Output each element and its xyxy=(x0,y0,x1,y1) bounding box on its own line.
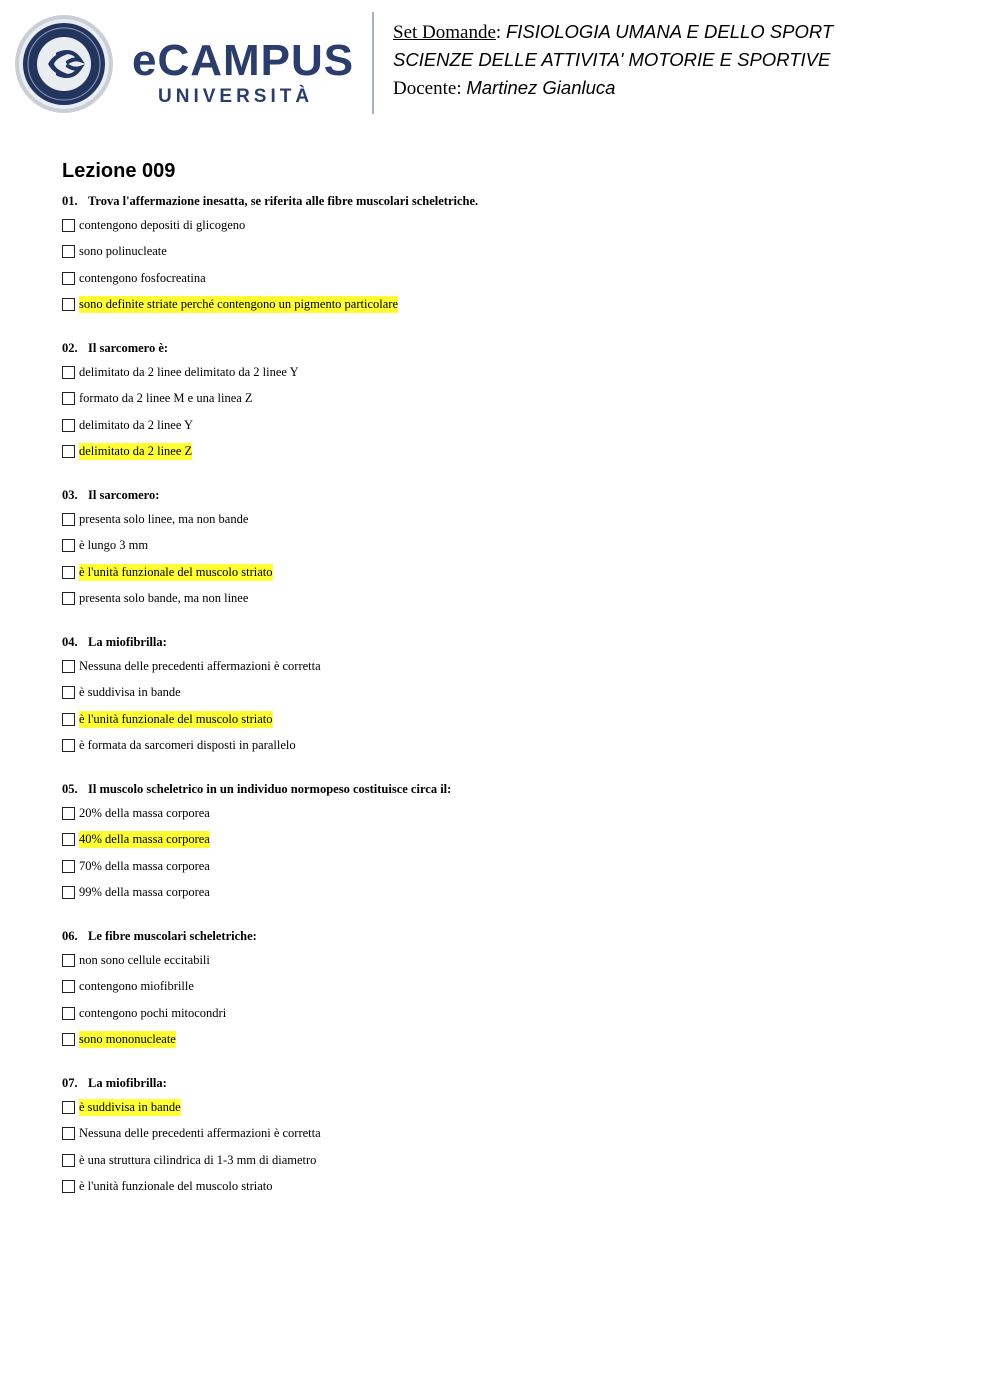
document-meta xyxy=(393,18,833,102)
answer-option[interactable] xyxy=(62,1027,962,1054)
answer-option[interactable] xyxy=(62,439,962,466)
answer-text: contengono fosfocreatina xyxy=(79,270,206,285)
answer-checkbox[interactable] xyxy=(62,1033,75,1046)
question-label: Le fibre muscolari scheletriche: xyxy=(88,929,257,943)
answer-text: contengono depositi di glicogeno xyxy=(79,217,246,232)
question-label: Il muscolo scheletrico in un individuo normopeso costituisce circa il: xyxy=(88,782,452,796)
answer-text: contengono pochi mitocondri xyxy=(79,1005,227,1020)
answer-text: 99% della massa corporea xyxy=(79,885,210,900)
answer-option[interactable] xyxy=(62,706,962,733)
question-text xyxy=(62,486,962,506)
question-block xyxy=(62,192,962,318)
question-number: 06. xyxy=(62,929,78,943)
answer-text: è suddivisa in bande xyxy=(79,685,181,700)
answer-text: 20% della massa corporea xyxy=(79,805,210,820)
answer-checkbox[interactable] xyxy=(62,833,75,846)
question-label: Il sarcomero è: xyxy=(88,341,169,355)
lesson-title: Lezione 009 xyxy=(62,160,176,182)
answer-option[interactable] xyxy=(62,1000,962,1027)
question-number: 01. xyxy=(62,194,78,208)
question-number: 04. xyxy=(62,635,78,649)
question-text xyxy=(62,927,962,947)
answer-checkbox[interactable] xyxy=(62,392,75,405)
answer-option[interactable] xyxy=(62,559,962,586)
answer-text: delimitato da 2 linee Y xyxy=(79,417,194,432)
answer-checkbox[interactable] xyxy=(62,980,75,993)
brand-subtitle: UNIVERSITÀ xyxy=(158,86,314,107)
answer-text: delimitato da 2 linee delimitato da 2 linee Y xyxy=(79,364,299,379)
teacher-label: Docente xyxy=(393,78,457,99)
answer-text: sono polinucleate xyxy=(79,244,167,259)
question-block xyxy=(62,486,962,612)
question-block xyxy=(62,1074,962,1200)
answer-option[interactable] xyxy=(62,386,962,413)
answer-option[interactable] xyxy=(62,359,962,386)
answer-option[interactable] xyxy=(62,733,962,760)
answer-checkbox[interactable] xyxy=(62,513,75,526)
question-list xyxy=(62,192,962,1221)
set-value: FISIOLOGIA UMANA E DELLO SPORT xyxy=(505,21,834,42)
answer-checkbox[interactable] xyxy=(62,739,75,752)
correct-answer-text: delimitato da 2 linee Z xyxy=(79,444,193,459)
answer-checkbox[interactable] xyxy=(62,686,75,699)
answer-option[interactable] xyxy=(62,1174,962,1201)
brand-logo xyxy=(132,36,362,116)
answer-checkbox[interactable] xyxy=(62,219,75,232)
answer-text: è l'unità funzionale del muscolo striato xyxy=(79,1179,273,1194)
answer-option[interactable] xyxy=(62,506,962,533)
answer-option[interactable] xyxy=(62,827,962,854)
answer-checkbox[interactable] xyxy=(62,539,75,552)
question-block xyxy=(62,339,962,465)
answer-checkbox[interactable] xyxy=(62,445,75,458)
answer-option[interactable] xyxy=(62,1121,962,1148)
teacher-name: Martinez Gianluca xyxy=(466,77,616,98)
answer-text: formato da 2 linee M e una linea Z xyxy=(79,391,253,406)
question-block xyxy=(62,927,962,1053)
question-label: Trova l'affermazione inesatta, se riferita alle fibre muscolari scheletriche. xyxy=(88,194,479,208)
header-divider xyxy=(372,12,374,114)
answer-checkbox[interactable] xyxy=(62,660,75,673)
question-number: 07. xyxy=(62,1076,78,1090)
answer-option[interactable] xyxy=(62,853,962,880)
correct-answer-text: sono definite striate perché contengono un pigmento particolare xyxy=(79,297,398,312)
set-line: Set Domande: FISIOLOGIA UMANA E DELLO SPORT xyxy=(393,21,834,43)
question-label: Il sarcomero: xyxy=(88,488,160,502)
answer-option[interactable] xyxy=(62,880,962,907)
answer-text: Nessuna delle precedenti affermazioni è corretta xyxy=(79,1126,321,1141)
answer-text: 70% della massa corporea xyxy=(79,858,210,873)
answer-option[interactable] xyxy=(62,653,962,680)
answer-checkbox[interactable] xyxy=(62,1101,75,1114)
correct-answer-text: è suddivisa in bande xyxy=(79,1099,181,1114)
answer-checkbox[interactable] xyxy=(62,713,75,726)
correct-answer-text: sono mononucleate xyxy=(79,1032,176,1047)
answer-checkbox[interactable] xyxy=(62,860,75,873)
answer-text: è una struttura cilindrica di 1-3 mm di diametro xyxy=(79,1152,317,1167)
answer-option[interactable] xyxy=(62,265,962,292)
answer-checkbox[interactable] xyxy=(62,592,75,605)
answer-text: presenta solo linee, ma non bande xyxy=(79,511,249,526)
answer-checkbox[interactable] xyxy=(62,566,75,579)
answer-text: contengono miofibrille xyxy=(79,979,194,994)
question-block xyxy=(62,780,962,906)
answer-checkbox[interactable] xyxy=(62,298,75,311)
question-label: La miofibrilla: xyxy=(88,635,167,649)
answer-checkbox[interactable] xyxy=(62,954,75,967)
answer-checkbox[interactable] xyxy=(62,272,75,285)
question-block xyxy=(62,633,962,759)
answer-checkbox[interactable] xyxy=(62,807,75,820)
answer-option[interactable] xyxy=(62,586,962,613)
answer-option[interactable] xyxy=(62,974,962,1001)
correct-answer-text: è l'unità funzionale del muscolo striato xyxy=(79,564,273,579)
answer-option[interactable] xyxy=(62,1094,962,1121)
brand-name: eCAMPUS xyxy=(132,36,355,85)
answer-text: presenta solo bande, ma non linee xyxy=(79,591,249,606)
course-name: SCIENZE DELLE ATTIVITA' MOTORIE E SPORTIVE xyxy=(393,49,831,70)
question-text xyxy=(62,633,962,653)
teacher-line: Docente: Martinez Gianluca xyxy=(393,77,616,99)
answer-option[interactable] xyxy=(62,533,962,560)
answer-checkbox[interactable] xyxy=(62,1154,75,1167)
answer-option[interactable] xyxy=(62,1147,962,1174)
correct-answer-text: 40% della massa corporea xyxy=(79,832,210,847)
answer-checkbox[interactable] xyxy=(62,245,75,258)
answer-option[interactable] xyxy=(62,239,962,266)
answer-option[interactable] xyxy=(62,412,962,439)
university-seal-icon xyxy=(14,14,114,114)
answer-option[interactable] xyxy=(62,680,962,707)
answer-text: è lungo 3 mm xyxy=(79,538,149,553)
course-line xyxy=(393,46,833,74)
question-number: 05. xyxy=(62,782,78,796)
question-text xyxy=(62,1074,962,1094)
answer-checkbox[interactable] xyxy=(62,419,75,432)
question-text xyxy=(62,339,962,359)
answer-option[interactable] xyxy=(62,292,962,319)
answer-option[interactable] xyxy=(62,800,962,827)
correct-answer-text: è l'unità funzionale del muscolo striato xyxy=(79,711,273,726)
answer-checkbox[interactable] xyxy=(62,366,75,379)
answer-checkbox[interactable] xyxy=(62,1007,75,1020)
answer-text: Nessuna delle precedenti affermazioni è corretta xyxy=(79,658,321,673)
answer-checkbox[interactable] xyxy=(62,1180,75,1193)
answer-option[interactable] xyxy=(62,212,962,239)
answer-checkbox[interactable] xyxy=(62,886,75,899)
answer-checkbox[interactable] xyxy=(62,1127,75,1140)
question-number: 03. xyxy=(62,488,78,502)
question-label: La miofibrilla: xyxy=(88,1076,167,1090)
answer-option[interactable] xyxy=(62,947,962,974)
question-text xyxy=(62,192,962,212)
answer-text: non sono cellule eccitabili xyxy=(79,952,210,967)
page-header xyxy=(0,0,1000,130)
set-label: Set Domande xyxy=(393,22,496,43)
question-text xyxy=(62,780,962,800)
question-number: 02. xyxy=(62,341,78,355)
answer-text: è formata da sarcomeri disposti in parallelo xyxy=(79,738,296,753)
